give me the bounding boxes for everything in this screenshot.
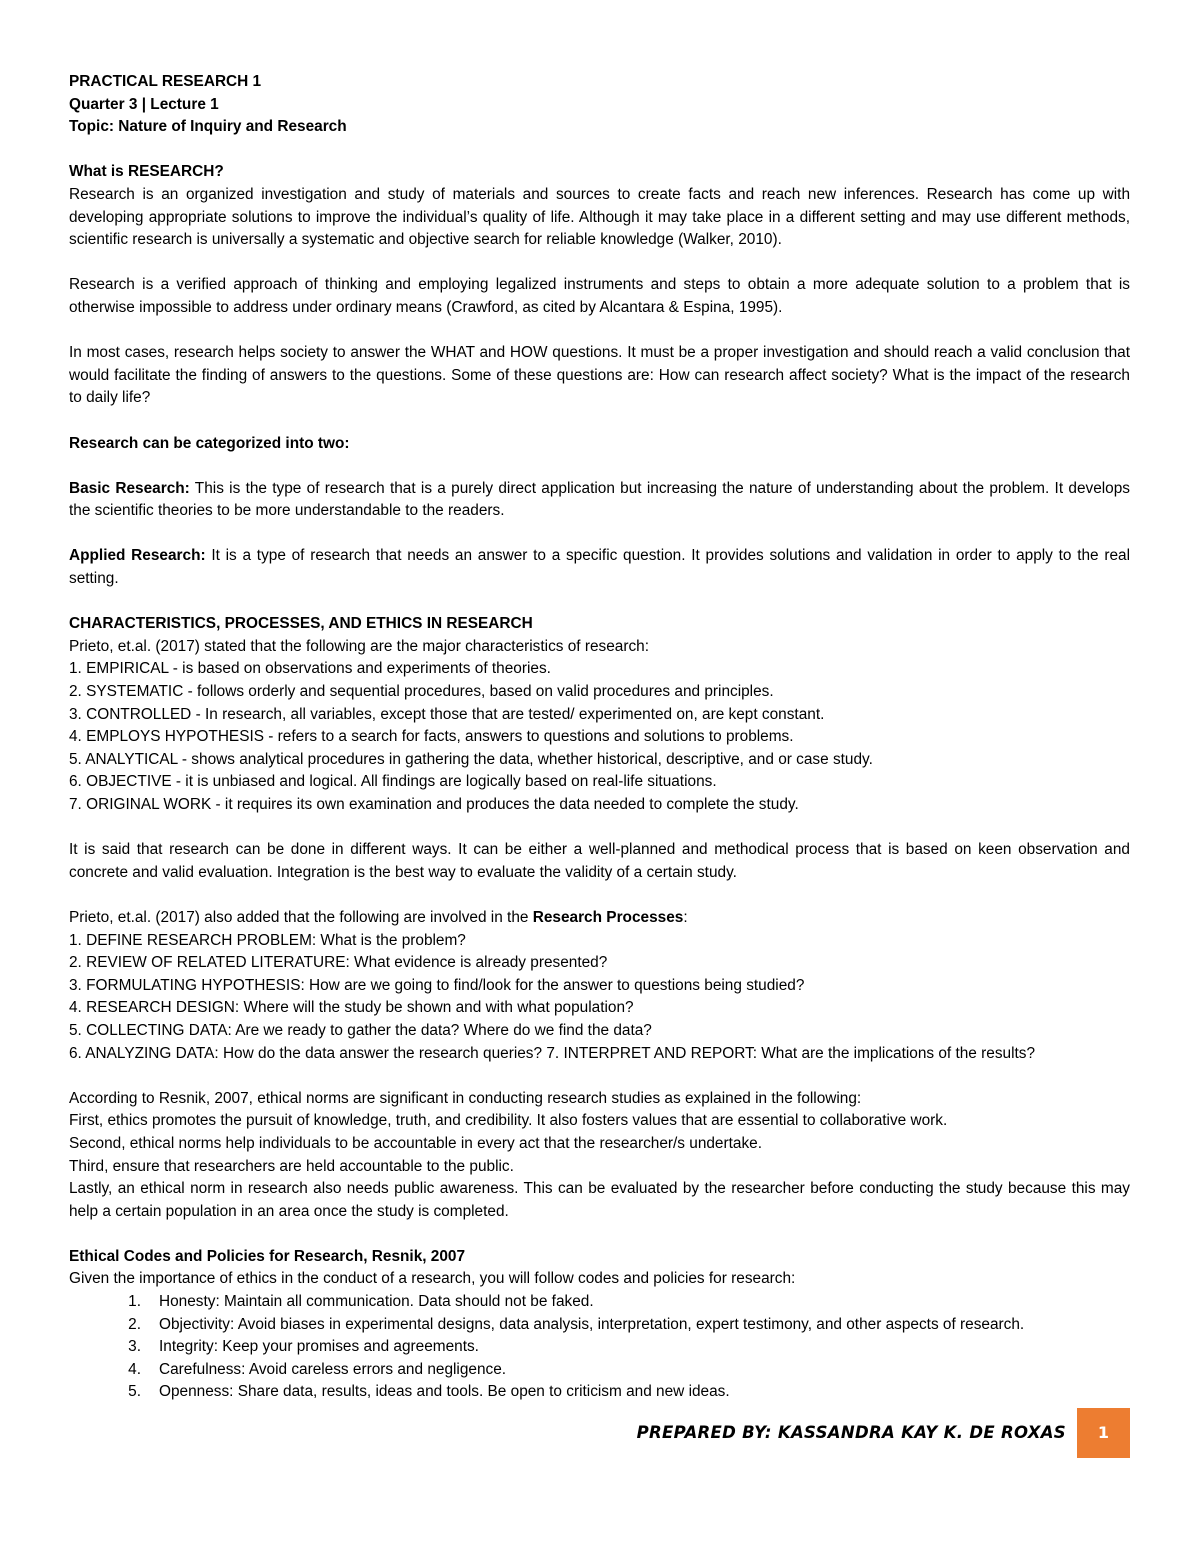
page-number-badge: 1 [1077, 1408, 1130, 1458]
research-processes-term: Research Processes [532, 908, 684, 926]
applied-research-label: Applied Research: [69, 547, 206, 565]
characteristics-intro: Prieto, et.al. (2017) stated that the following are the major characteristics of research: [69, 637, 649, 655]
ethics-first: First, ethics promotes the pursuit of knowledge, truth, and credibility. It also fosters values that are essential to collaborative work. [69, 1112, 948, 1130]
code-item [69, 1359, 1130, 1382]
code-item [69, 1381, 1130, 1404]
code-item [69, 1336, 1130, 1359]
quarter-lecture: Quarter 3 | Lecture 1 [69, 95, 219, 113]
page-footer [0, 1408, 1200, 1458]
different-ways-paragraph: It is said that research can be done in different ways. It can be either a well-planned and methodical process that is based on keen observation and concrete and valid evaluation. Integration is the best way to evaluate the validity of a certain study. [69, 841, 1130, 881]
characteristic-item: 3. CONTROLLED - In research, all variables, except those that are tested/ experimented on, are kept constant. [69, 705, 825, 723]
what-is-paragraph-1: Research is an organized investigation and study of materials and sources to create facts and reach new inferences. Research has come up with developing appropriate solutions to improve the individual’s quality of life. Although it may take place in a different setting and may use different methods, scientific research is universally a systematic and objective search for reliable knowledge (Walker, 2010). [69, 185, 1130, 249]
applied-research-text: It is a type of research that needs an answer to a specific question. It provides solutions and validation in order to apply to the real setting. [69, 547, 1130, 588]
ethics-lastly: Lastly, an ethical norm in research also needs public awareness. This can be evaluated by the researcher before conducting the study because this may help a certain population in an area once the study is completed. [69, 1180, 1130, 1220]
ethics-intro: According to Resnik, 2007, ethical norms are significant in conducting research studies as explained in the following: [69, 1089, 862, 1107]
code-text: Honesty: Maintain all communication. Data should not be faked. [159, 1293, 594, 1311]
what-is-paragraph-3: In most cases, research helps society to answer the WHAT and HOW questions. It must be a proper investigation and should reach a valid conclusion that would facilitate the finding of answers to the questions. Some of these questions are: How can research affect society? What is the impact of the research to daily life? [69, 344, 1130, 407]
codes-intro: Given the importance of ethics in the conduct of a research, you will follow codes and policies for research: [69, 1270, 796, 1288]
topic: Topic: Nature of Inquiry and Research [69, 118, 347, 136]
code-text: Objectivity: Avoid biases in experimental designs, data analysis, interpretation, expert testimony, and other aspects of research. [159, 1315, 1025, 1333]
process-item: 5. COLLECTING DATA: Are we ready to gather the data? Where do we find the data? [69, 1021, 652, 1039]
ethics-third: Third, ensure that researchers are held accountable to the public. [69, 1157, 514, 1175]
processes-intro-text: Prieto, et.al. (2017) also added that the following are involved in the [69, 908, 533, 926]
what-is-paragraph-2: Research is a verified approach of thinking and employing legalized instruments and steps to obtain a more adequate solution to a problem that is otherwise impossible to address under ordinary means (Crawford, as cited by Alcantara & Espina, 1995). [69, 276, 1130, 316]
codes-heading: Ethical Codes and Policies for Research, Resnik, 2007 [69, 1247, 466, 1265]
characteristic-item: 4. EMPLOYS HYPOTHESIS - refers to a search for facts, answers to questions and solutions to problems. [69, 728, 794, 746]
characteristic-item: 7. ORIGINAL WORK - it requires its own examination and produces the data needed to complete the study. [69, 796, 799, 813]
doc-title: PRACTICAL RESEARCH 1 [69, 73, 262, 90]
code-text: Integrity: Keep your promises and agreements. [159, 1338, 479, 1356]
code-item [69, 1291, 1130, 1314]
code-number: 2. [128, 1315, 141, 1333]
characteristic-item: 5. ANALYTICAL - shows analytical procedures in gathering the data, whether historical, descriptive, and or case study. [69, 750, 873, 768]
process-item: 3. FORMULATING HYPOTHESIS: How are we going to find/look for the answer to questions being studied? [69, 976, 805, 994]
basic-research-label: Basic Research: [69, 479, 190, 497]
code-text: Openness: Share data, results, ideas and tools. Be open to criticism and new ideas. [159, 1383, 730, 1401]
code-number: 4. [128, 1360, 141, 1378]
prepared-by: PREPARED BY: KASSANDRA KAY K. DE ROXAS [636, 1423, 1066, 1442]
characteristic-item: 1. EMPIRICAL - is based on observations and experiments of theories. [69, 660, 551, 678]
basic-research-paragraph [69, 478, 1130, 523]
ethics-second: Second, ethical norms help individuals to be accountable in every act that the researcher/s undertake. [69, 1134, 762, 1152]
process-item: 4. RESEARCH DESIGN: Where will the study be shown and with what population? [69, 999, 634, 1017]
basic-research-text: This is the type of research that is a purely direct application but increasing the nature of understanding about the problem. It develops the scientific theories to be more understandable to the readers. [69, 479, 1130, 520]
categories-heading: Research can be categorized into two: [69, 434, 350, 452]
code-number: 3. [128, 1338, 141, 1356]
process-item: 2. REVIEW OF RELATED LITERATURE: What evidence is already presented? [69, 954, 608, 972]
applied-research-paragraph [69, 545, 1130, 590]
characteristic-item: 6. OBJECTIVE - it is unbiased and logical. All findings are logically based on real-life situations. [69, 773, 717, 791]
codes-list [69, 1291, 1130, 1404]
characteristics-heading: CHARACTERISTICS, PROCESSES, AND ETHICS IN RESEARCH [69, 615, 533, 633]
code-text: Carefulness: Avoid careless errors and negligence. [159, 1360, 507, 1378]
code-number: 1. [128, 1293, 141, 1311]
processes-intro-colon: : [683, 908, 688, 926]
document-page [69, 71, 1130, 1404]
processes-intro [69, 907, 1130, 930]
process-item: 6. ANALYZING DATA: How do the data answer the research queries? 7. INTERPRET AND REPORT: What are the implications of the results? [69, 1044, 1036, 1062]
code-item [69, 1314, 1130, 1337]
code-number: 5. [128, 1383, 141, 1401]
what-is-research-heading: What is RESEARCH? [69, 163, 224, 181]
process-item: 1. DEFINE RESEARCH PROBLEM: What is the problem? [69, 931, 466, 949]
characteristic-item: 2. SYSTEMATIC - follows orderly and sequential procedures, based on valid procedures and principles. [69, 683, 774, 701]
